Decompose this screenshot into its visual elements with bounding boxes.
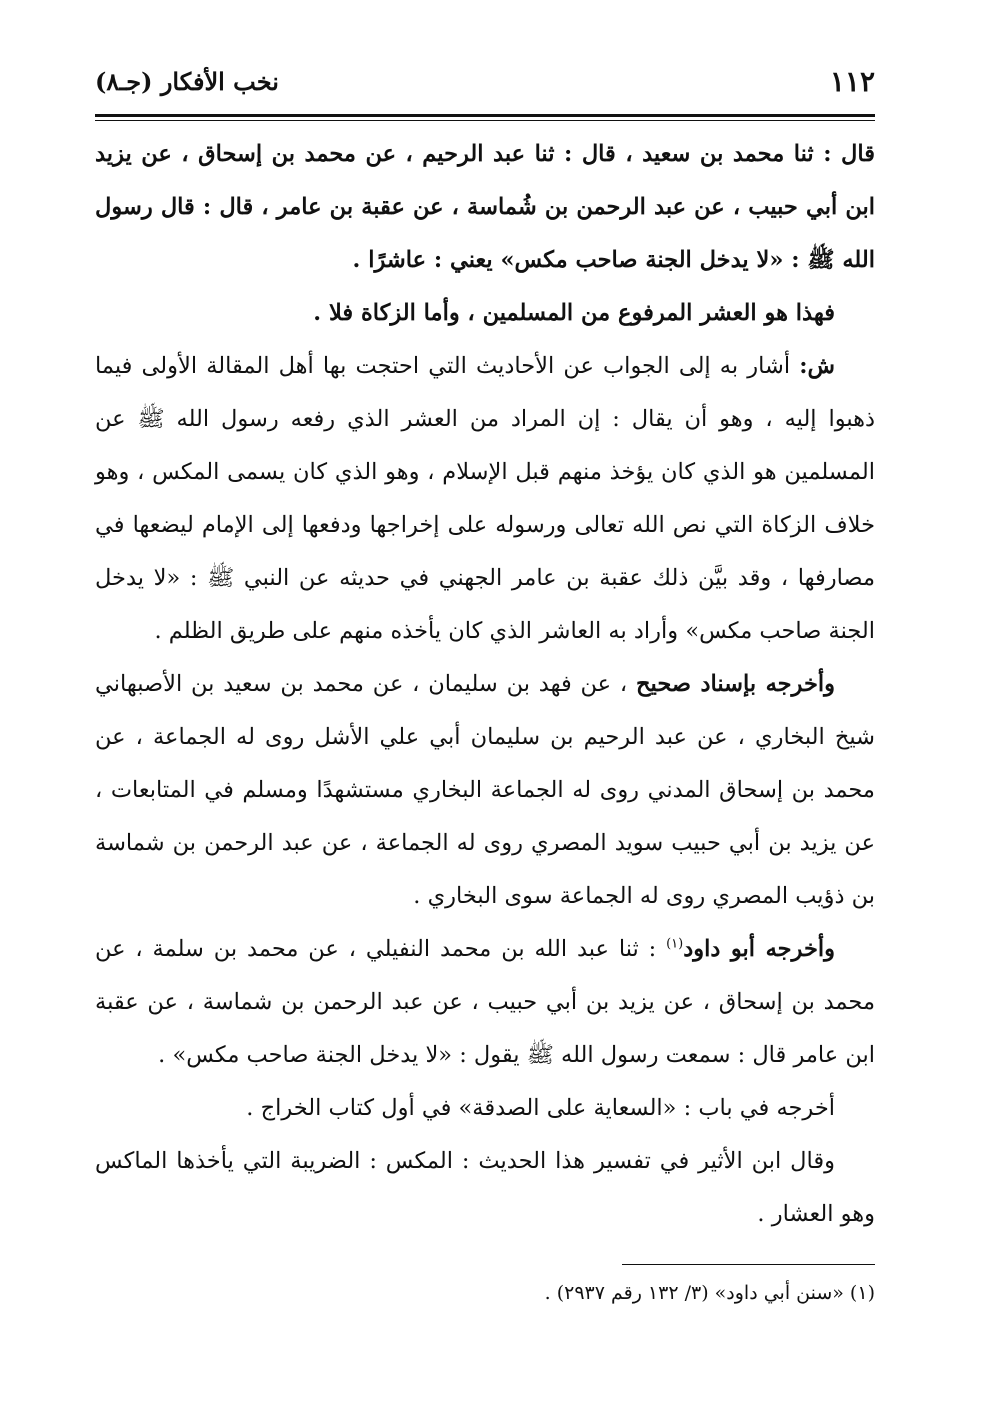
footnote-rule bbox=[622, 1264, 875, 1265]
page-header bbox=[95, 52, 875, 110]
paragraph-abu-dawud bbox=[95, 923, 875, 1082]
page-body bbox=[95, 128, 875, 1241]
header-rule bbox=[95, 114, 875, 121]
footnote-ref: (١) bbox=[666, 936, 684, 952]
paragraph-ibn-athir: وقال ابن الأثير في تفسير هذا الحديث : المكس : الضريبة التي يأخذها الماكس وهو العشار . bbox=[95, 1148, 875, 1227]
page-number: ١١٢ bbox=[829, 64, 875, 98]
isnad-text: ، عن فهد بن سليمان ، عن محمد بن سعيد بن الأصبهاني شيخ البخاري ، عن عبد الرحيم بن سليمان أبي علي الأشل روى له الجماعة ، عن محمد بن إسحاق المدني روى له الجماعة البخاري مستشهدًا ومسلم في المتابعات ، عن يزيد بن أبي حبيب سويد المصري روى له الجماعة ، عن عبد الرحمن بن شماسة بن ذؤيب المصري روى له الجماعة سوى البخاري . bbox=[95, 671, 875, 909]
paragraph-chapter: أخرجه في باب : «السعاية على الصدقة» في أول كتاب الخراج . bbox=[246, 1095, 835, 1121]
isnad-lead: وأخرجه بإسناد صحيح bbox=[636, 671, 835, 697]
paragraph-hadith-chain: قال : ثنا محمد بن سعيد ، قال : ثنا عبد الرحيم ، عن محمد بن إسحاق ، عن يزيد ابن أبي حبيب ، عن عبد الرحمن بن شُماسة ، عن عقبة بن عامر ، قال : قال رسول الله ﷺ : «لا يدخل الجنة صاحب مكس» يعني : عاشرًا . bbox=[95, 141, 875, 273]
paragraph-conclusion: فهذا هو العشر المرفوع من المسلمين ، وأما الزكاة فلا . bbox=[313, 300, 835, 326]
commentary-text: أشار به إلى الجواب عن الأحاديث التي احتجت بها أهل المقالة الأولى فيما ذهبوا إليه ، وهو أن يقال : إن المراد من العشر الذي رفعه رسول الله ﷺ عن المسلمين هو الذي كان يؤخذ منهم قبل الإسلام ، وهو الذي كان يسمى المكس ، وهو خلاف الزكاة التي نص الله تعالى ورسوله على إخراجها ودفعها إلى الإمام ليضعها في مصارفها ، وقد بيَّن ذلك عقبة بن عامر الجهني في حديثه عن النبي ﷺ : «لا يدخل الجنة صاحب مكس» وأراد به العاشر الذي كان يأخذه منهم على طريق الظلم . bbox=[95, 353, 875, 644]
abu-dawud-lead: وأخرجه أبو داود bbox=[683, 936, 835, 962]
abu-dawud-text: : ثنا عبد الله بن محمد النفيلي ، عن محمد بن سلمة ، عن محمد بن إسحاق ، عن يزيد بن أبي حبيب ، عن عبد الرحمن بن شماسة ، عن عقبة ابن عامر قال : سمعت رسول الله ﷺ يقول : «لا يدخل الجنة صاحب مكس» . bbox=[95, 936, 875, 1068]
paragraph-commentary bbox=[95, 340, 875, 658]
book-title: نخب الأفكار (جـ٨) bbox=[95, 66, 279, 96]
footnote: (١) «سنن أبي داود» (٣/ ١٣٢ رقم ٢٩٣٧) . bbox=[544, 1282, 875, 1304]
commentary-marker: ش: bbox=[799, 353, 835, 379]
paragraph-isnad bbox=[95, 658, 875, 923]
